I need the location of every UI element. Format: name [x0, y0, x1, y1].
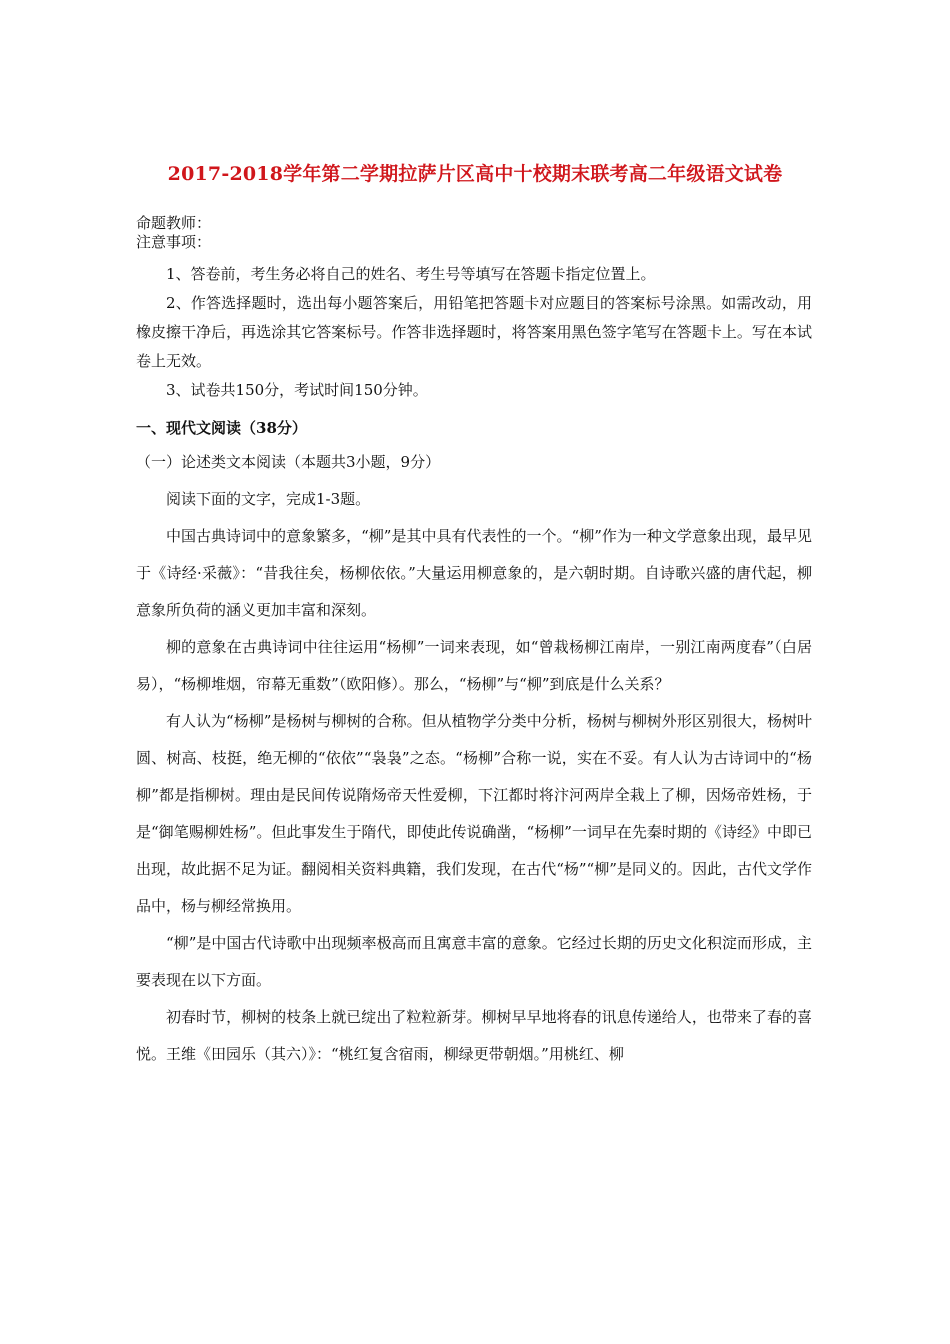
notice-item: 1、答卷前，考生务必将自己的姓名、考生号等填写在答题卡指定位置上。: [166, 265, 656, 283]
notice-label: 注意事项：: [136, 233, 212, 251]
notice-item: 3、试卷共150分，考试时间150分钟。: [166, 381, 428, 399]
exam-title: 2017-2018学年第二学期拉萨片区高中十校期末联考高二年级语文试卷: [167, 163, 783, 185]
subsection-heading: （一）论述类文本阅读（本题共3小题，9分）: [136, 453, 441, 471]
notice-item: 2、作答选择题时，选出每小题答案后，用铅笔把答题卡对应题目的答案标号涂黑。如需改动，用橡皮擦干净后，再选涂其它答案标号。作答非选择题时，将答案用黑色签字笔写在答题卡上。写在本试卷上无效。: [136, 294, 812, 370]
reading-instruction: 阅读下面的文字，完成1-3题。: [166, 490, 371, 508]
section-heading: 一、现代文阅读（38分）: [136, 419, 307, 437]
exam-body: [136, 214, 812, 1073]
paragraph: 有人认为“杨柳”是杨树与柳树的合称。但从植物学分类中分析，杨树与柳树外形区别很大，杨树叶圆、树高、枝挺，绝无柳的“依依”“袅袅”之态。“杨柳”合称一说，实在不妥。有人认为古诗词中的“杨柳”都是指柳树。理由是民间传说隋炀帝天性爱柳，下江都时将汴河两岸全栽上了柳，因炀帝姓杨，于是“御笔赐柳姓杨”。但此事发生于隋代，即使此传说确凿，“杨柳”一词早在先秦时期的《诗经》中即已出现，故此据不足为证。翻阅相关资料典籍，我们发现，在古代“杨”“柳”是同义的。因此，古代文学作品中，杨与柳经常换用。: [136, 712, 812, 915]
paragraph: 初春时节，柳树的枝条上就已绽出了粒粒新芽。柳树早早地将春的讯息传递给人，也带来了春的喜悦。王维《田园乐（其六）》：“桃红复含宿雨，柳绿更带朝烟。”用桃红、柳: [136, 1008, 812, 1063]
paragraph: 柳的意象在古典诗词中往往运用“杨柳”一词来表现，如“曾栽杨柳江南岸，一别江南两度春”（白居易），“杨柳堆烟，帘幕无重数”（欧阳修）。那么，“杨柳”与“柳”到底是什么关系？: [136, 638, 812, 693]
paragraph: “柳”是中国古代诗歌中出现频率极高而且寓意丰富的意象。它经过长期的历史文化积淀而形成，主要表现在以下方面。: [136, 934, 812, 989]
author-label: 命题教师：: [136, 214, 212, 232]
paragraph: 中国古典诗词中的意象繁多，“柳”是其中具有代表性的一个。“柳”作为一种文学意象出现，最早见于《诗经·采薇》：“昔我往矣，杨柳依依。”大量运用柳意象的，是六朝时期。自诗歌兴盛的唐代起，柳意象所负荷的涵义更加丰富和深刻。: [136, 527, 812, 619]
